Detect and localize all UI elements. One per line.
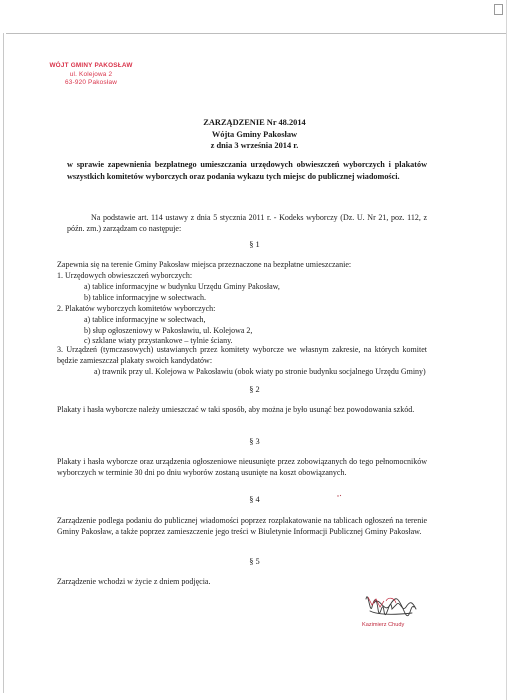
stamp-line-street: ul. Kolejowa 2 bbox=[69, 70, 113, 78]
section-3-mark: § 3 bbox=[249, 437, 260, 446]
signatory-name: Kazimierz Chudy bbox=[362, 622, 405, 628]
document-title: ZARZĄDZENIE Nr 48.2014 bbox=[203, 118, 306, 127]
office-stamp bbox=[38, 62, 144, 88]
scan-edge-top bbox=[6, 33, 506, 34]
section-1-item-3: 3. Urządzeń (tymczasowych) ustawianych przez komitety wyborcze we własnym zakresie, na których komitet będzie zamieszczał plakaty swoich kandydatów: bbox=[57, 345, 427, 365]
section-5-text: Zarządzenie wchodzi w życie z dniem podjęcia. bbox=[57, 577, 211, 586]
section-2-mark: § 2 bbox=[249, 385, 260, 394]
legal-basis-paragraph: Na podstawie art. 114 ustawy z dnia 5 stycznia 2011 r. - Kodeks wyborczy (Dz. U. Nr 21, poz. 112, z późn. zm.) zarządzam co następuje: bbox=[67, 213, 427, 234]
section-1-item-1: 1. Urzędowych obwieszczeń wyborczych: bbox=[57, 271, 193, 280]
ink-speck bbox=[337, 494, 342, 498]
handwritten-signature bbox=[360, 585, 450, 645]
document-date: z dnia 3 września 2014 r. bbox=[210, 141, 299, 150]
section-4-mark: § 4 bbox=[249, 495, 260, 504]
scan-corner-mark bbox=[494, 4, 503, 15]
section-1-item-2b: b) słup ogłoszeniowy w Pakosławiu, ul. Kolejowa 2, bbox=[84, 326, 253, 335]
section-1-item-1b: b) tablice informacyjne w sołectwach. bbox=[84, 293, 206, 302]
section-2-text: Plakaty i hasła wyborcze należy umieszczać w taki sposób, aby można je było usunąć bez powodowania szkód. bbox=[57, 405, 415, 414]
section-5-mark: § 5 bbox=[249, 557, 260, 566]
section-1-intro: Zapewnia się na terenie Gminy Pakosław miejsca przeznaczone na bezpłatne umieszczanie: bbox=[57, 260, 352, 269]
section-3-text: Plakaty i hasła wyborcze oraz urządzenia ogłoszeniowe nieusunięte przez zobowiązanych do tego pełnomocników wyborczych w terminie 30 dni po dniu wyborów zostaną usunięte na koszt obowiązanych. bbox=[57, 457, 427, 478]
section-4-text: Zarządzenie podlega podaniu do publicznej wiadomości poprzez rozplakatowanie na tablicach ogłoszeń na terenie Gminy Pakosław, a także poprzez zamieszczenie jego treści w Biuletynie Informacji Publicznej Gminy Pakosław. bbox=[57, 516, 427, 537]
stamp-line-office: WÓJT GMINY PAKOSŁAW bbox=[49, 62, 133, 69]
stamp-line-postcode: 63-920 Pakosław bbox=[64, 79, 118, 87]
section-1-item-2c: c) szklane wiaty przystankowe – tylnie ściany. bbox=[84, 336, 233, 345]
scan-edge-right bbox=[506, 0, 507, 700]
section-1-item-2: 2. Plakatów wyborczych komitetów wyborczych: bbox=[57, 304, 216, 313]
document-subject: w sprawie zapewnienia bezpłatnego umieszczania urzędowych obwieszczeń wyborczych i plakatów wszystkich komitetów wyborczych oraz podania wykazu tych miejsc do publicznej wiadomości. bbox=[67, 160, 427, 181]
section-1-item-2a: a) tablice informacyjne w sołectwach, bbox=[84, 315, 206, 324]
section-1-mark: § 1 bbox=[249, 240, 260, 249]
section-1-item-1a: a) tablice informacyjne w budynku Urzędu Gminy Pakosław, bbox=[84, 282, 280, 291]
document-issuer: Wójta Gminy Pakosław bbox=[211, 130, 298, 139]
section-1-item-3a: a) trawnik przy ul. Kolejowa w Pakosławiu (obok wiaty po stronie budynku socjalnego Urzędu Gminy) bbox=[94, 367, 426, 376]
